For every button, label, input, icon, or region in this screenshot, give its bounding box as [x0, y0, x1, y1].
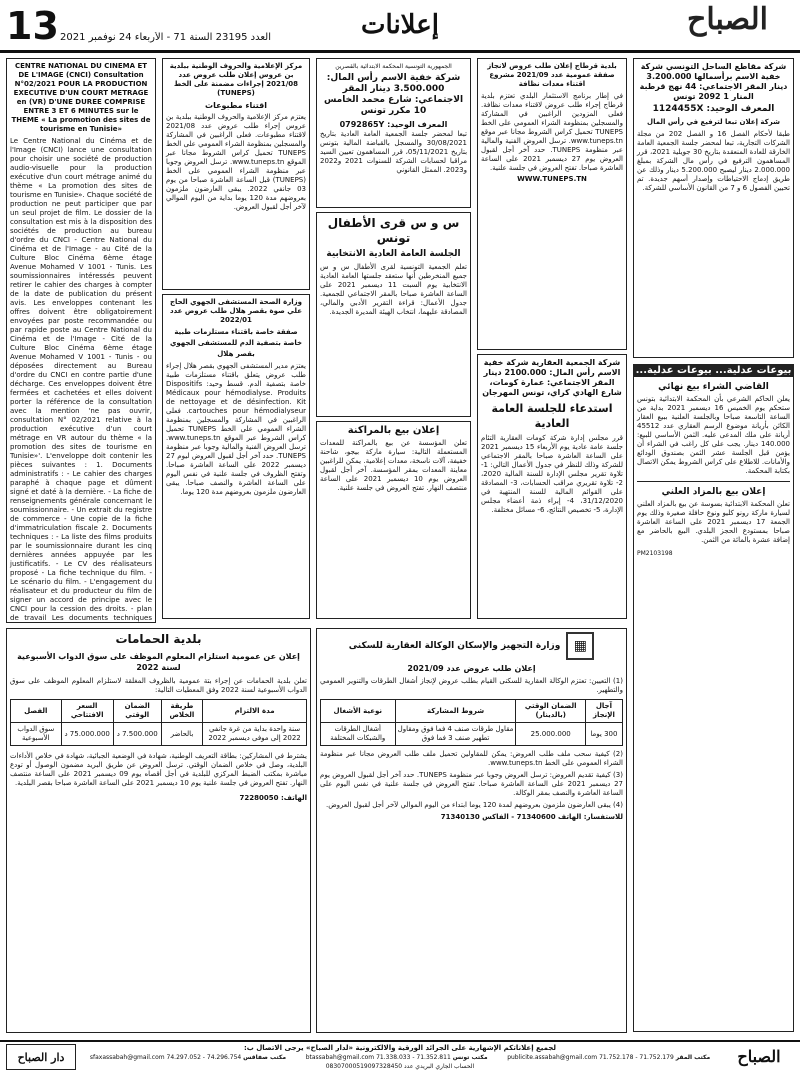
date-line: العدد 23195 السنة 71 - الأربعاء 24 نوفمبر 2021 [60, 32, 271, 43]
company-name: شركة خفية الاسم رأس المال: 3.500.000 دينار المقر الاجتماعي: شارع محمد الخامس 10 مكرر تونس [323, 73, 464, 116]
carthage-body: في إطار برنامج الاستثمار البلدي تعتزم بلدية قرطاج إجراء طلب عروض لاقتناء معدات نظافة. فعلى المزودين الراغبين في المشاركة والمسجلين بمنظومة الشراء العمومي على الخط TUNEPS تحميل كراس الشروط مجانا عبر موقع www.tuneps.tn. ترسل العروض الفنية والمالية عبر منظومة TUNEPS. حدد آخر أجل لقبول العروض يوم 27 ديسمبر 2021 على الساعة العاشرة صباحا. تفتح العروض في جلسة علنية. [481, 92, 623, 172]
agency-section3: (3) كيفية تقديم العروض: ترسل العروض وجوبا عبر منظومة TUNEPS. حدد آخر أجل لقبول العروض يوم 27 ديسمبر 2021 على الساعة العاشرة صباحا. تفتح العروض في جلسة علنية في نفس اليوم على الساعة العاشرة والنصف بمقر الوكالة. [320, 771, 623, 797]
col4 [477, 58, 627, 623]
office-sfax-title: مكتب صفاقس [243, 1054, 287, 1061]
realestate-title: شركة الجمعية العقارية شركة خفية الاسم رأس المال: 2100.000 دينار المقر الاجتماعي: عمارة كومات، شارع الهادي كراي، تونس المهرجان [482, 358, 622, 397]
cell: 25.000.000 [516, 723, 585, 746]
hammamet-subject: إعلان عن عمومية استلزام المعلوم الموظف على سوق الدواب الأسبوعية لسنة 2022 [17, 652, 300, 672]
realestate-subtitle: استدعاء للجلسة العامة العادية [491, 402, 613, 430]
th-guarantee: الضمان الوقتي (بالدينار) [516, 700, 585, 723]
hammamet-intro: تعلن بلدية الحمامات عن إجراء بتة عمومية بالظروف المغلقة لاستلزام المعلوم الموظف على سوق الدواب الأسبوعية لسنة 2022 وفق المعطيات التالية: [10, 677, 307, 694]
th-duration: مدة الالتزام [203, 700, 307, 723]
th-payment: طريقة الخلاص [161, 700, 202, 723]
quarries-subtitle: شركة إعلان تبعا لترفيع في رأس المال [647, 118, 780, 126]
cell: بالحاضر [161, 723, 202, 746]
table-row [321, 723, 623, 746]
hospital-tender [162, 294, 310, 619]
office-tunis-title: مكتب تونس [452, 1054, 488, 1061]
sos-title: س و س قرى الأطفال تونس [327, 216, 460, 245]
col2 [162, 58, 310, 623]
page-number: 13 [6, 4, 59, 48]
footer-notice: لجميع إعلاناتكم الإشهارية على الجرائد الورقية والالكترونية «لدار الصباح» يرجى الاتصال ب: [243, 1044, 557, 1052]
col5 [633, 58, 794, 1033]
cell: سوق الدواب الأسبوعية [11, 723, 62, 746]
agency-notice: إعلان طلب عروض عدد 2021/09 [407, 664, 536, 673]
office-hq-email: publicite.assabah@gmail.com [507, 1054, 598, 1061]
hammamet-conditions: يشترط في المشاركين: بطاقة التعريف الوطنية، شهادة في الوضعية الجبائية، شهادة في خلاص الأداءات البلدية، وصل في خلاص الضمان الوقتي. ترسل العروض عن طريق البريد مضمون الوصول أو تودع مباشرة بمكتب الضبط المركزي للبلدية في أجل أقصاه يوم 09 ديسمبر 2021 على الساعة منتصف النهار. تفتح العروض في جلسة علنية يوم 10 ديسمبر 2021 على الساعة العاشرة صباحا بقصر البلدية. [10, 752, 307, 787]
housing-agency-tender [316, 628, 627, 1033]
ad2-body: يعتزم مدير المستشفى الجهوي بقصر هلال إجراء طلب عروض يتعلق باقتناء مستلزمات طبية خاصة بتصفية الدم. قسط وحيد: Dispositifs Médicaux pour hémodialyse. Produits de nettoyage et de désinfection. Kit cartouches pour hémodialyseur. فعلى الراغبين في المشاركة والمسجلين بمنظومة الشراء العمومي على الخط TUNEPS تحميل كراس الشروط عبر الموقع www.tuneps.tn. ترسل العروض الفنية والمالية وجوبا عبر منظومة TUNEPS. حدد آخر أجل لقبول العروض ليوم 27 ديسمبر 2022 على الساعة العاشرة صباحا. وتفتح الظروف في جلسة علنية في نفس اليوم على الساعة العاشرة والنصف صباحا. يبقى العارضون ملزمون بعروضهم مدة 120 يوما. [166, 362, 307, 496]
realestate-meeting [477, 354, 627, 619]
auction-title: إعلان بيع بالمراكنة [347, 425, 440, 436]
quarries-notice [633, 58, 794, 358]
sale2-title: إعلان بيع بالمزاد العلني [661, 487, 766, 497]
agency-header [320, 632, 623, 660]
informatics-center-tender [162, 58, 310, 290]
sos-subtitle: الجلسة العامة العادية الانتخابية [326, 249, 461, 259]
agency-section2: (2) كيفية سحب ملف طلب العروض: يمكن للمقاولين تحميل ملف طلب العروض مجانا عبر منظومة الشراء العمومي على الخط www.tuneps.tn. [320, 750, 623, 767]
th-works: نوعية الأشغال [321, 700, 396, 723]
hammamet-phone: الهاتف: 72280050 [239, 794, 307, 802]
sos-villages-notice [316, 212, 471, 417]
newspaper-logo: الصباح [686, 2, 769, 37]
tuneps-site: WWW.TUNEPS.TN [517, 175, 587, 183]
judicial-sales-banner: بيوعات عدلية... بيوعات عدلية... [633, 364, 794, 377]
cell: أشغال الطرقات والشبكات المختلفة [321, 723, 396, 746]
sale-divider [637, 481, 790, 482]
footer-offices [80, 1054, 720, 1061]
hammamet-title: بلدية الحمامات [115, 632, 202, 646]
sale-body: يعلن الحاكم الشرعي بأن المحكمة الابتدائية بتونس ستحكم يوم الخميس 16 ديسمبر 2021 بداية من الساعة التاسعة صباحا وبالجلسة العلنية ببيع العقار الكائن بأريانة موضوع الرسم العقاري عدد 45512 أريانة على ملك المدعى عليه. الثمن الأساسي للبيع: 140.000 دينار. يجب على كل راغب في الشراء أن يؤمن قبل الجلسة عشر الثمن بصندوق الودائع والأمانات. للاطلاع على كراس الشروط يمكن الاتصال بكتابة المحكمة. [637, 395, 790, 475]
hammamet-table [10, 699, 307, 746]
quarries-id: المعرف الوحيد: 1124455X [652, 104, 775, 114]
office-hq [507, 1054, 710, 1061]
company-id: المعرف الوحيد: 0792865Y [339, 120, 448, 129]
ad1-subject: اقتناء مطبوعات [205, 101, 267, 110]
footer-id: PM2103198 [637, 550, 673, 557]
th-item: الفصل [11, 700, 62, 723]
header-divider [0, 50, 800, 53]
carthage-tender [477, 58, 627, 350]
realestate-body: قرر مجلس إدارة شركة كومات العقارية التئام جلسة عامة عادية يوم الأربعاء 15 ديسمبر 2021 على الساعة العاشرة صباحا بالمقر الاجتماعي للشركة وذلك للنظر في جدول الأعمال التالي: 1- تلاوة تقرير مجلس الإدارة للسنة المالية 2020، 2- تلاوة تقريري مراقب الحسابات، 3- المصادقة على القوائم المالية للسنة المنتهية في 31/12/2020، 4- إبراء ذمة أعضاء مجلس الإدارة، 5- تخصيص النتائج، 6- مسائل مختلفة. [481, 434, 624, 514]
cell: 7.500.000 د [113, 723, 161, 746]
agency-logo-icon: ▦ [566, 632, 594, 660]
auction-notice [316, 421, 471, 619]
office-sfax [90, 1054, 286, 1061]
sale2-body: تعلن المحكمة الابتدائية بسوسة عن بيع بالمزاد العلني لسيارة ماركة رونو كليو ونوع حافلة صغيرة وذلك يوم الجمعة 17 ديسمبر 2021 على الساعة العاشرة صباحا بمستودع الحجز البلدي. البيع بالحاضر مع إضافة عشرة بالمائة من الثمن. [637, 500, 791, 544]
agency-ministry: وزارة التجهيز والإسكان الوكالة العقارية للسكنى [348, 640, 561, 651]
footer-logo-right: الصباح [737, 1047, 781, 1066]
ad1-title: مركز الإعلامية والحروف الوطنية ببلدية بن عروس إعلان طلب عروض عدد 2021/08 إجراءات مضمنة على الخط (TUNEPS) [169, 62, 303, 97]
agency-contact: للاستفسار: الهاتف 71340600 - الفاكس 71340130 [440, 813, 623, 821]
table-row [11, 723, 307, 746]
office-tunis-email: btassabah@gmail.com [305, 1054, 375, 1061]
carthage-title: بلدية قرطاج إعلان طلب عروض لانجاز صفقة عمومية عدد 2021/09 مشروع اقتناء معدات نظافة [487, 62, 617, 88]
cell: سنة واحدة بداية من غرة جانفي 2022 إلى موفى ديسمبر 2022 [203, 723, 307, 746]
office-tunis-phone: 71.352.811 - 71.338.033 [376, 1054, 451, 1061]
footer-account: الحساب الجاري البريدي عدد 08307000519097328450 [325, 1063, 475, 1070]
cell: 300 يوما [585, 723, 622, 746]
col3 [316, 58, 471, 623]
quarries-title: شركة مقاطع الساحل التونسي شركة خفية الاسم برأسمالها 3.200.000 دينار المقر الاجتماعي: 44 نهج قرطبة المنار 1 2092 تونس [639, 62, 788, 101]
cell: 75.000.000 د [61, 723, 113, 746]
th-guarantee: الضمان الوقتي [113, 700, 161, 723]
th-deadline: آجال الإنجاز [585, 700, 622, 723]
office-sfax-phone: 74.296.754 - 74.297.052 [166, 1054, 242, 1061]
ad2-subject: صفقة خاصة باقتناء مستلزمات طبية خاصة بتصفية الدم للمستشفى الجهوي بقصر هلال [169, 328, 303, 358]
footer [0, 1040, 800, 1070]
cell: مقاول طرقات صنف 4 فما فوق ومقاول تطهير صنف 3 فما فوق [395, 723, 516, 746]
court-title: الجمهورية التونسية المحكمة الابتدائية بالقصرين [335, 63, 452, 70]
quarries-body: طبقا لأحكام الفصل 16 و الفصل 202 من مجلة الشركات التجارية، تبعا لمحضر جلسة الجمعية العامة الخارقة للعادة المنعقدة بتاريخ 30 جويلية 2021، قرر المساهمون الترفيع في رأس مال الشركة بمبلغ 2.000.000 دينار ليصبح 5.200.000 دينار وذلك عن طريق إدماج الاحتياطات وإصدار أسهم جديدة. تم تحيين الفصول 6 و 7 من القانون الأساسي للشركة. [637, 130, 791, 192]
ad1-body: يعتزم مركز الإعلامية والحروف الوطنية ببلدية بن عروس إجراء طلب عروض عدد 2021/08 لاقتناء مطبوعات. فعلى الراغبين في المشاركة والمسجلين بمنظومة الشراء العمومي على الخط TUNEPS تحميل كراس الشروط مجانا عبر الموقع www.tuneps.tn. ترسل العروض وجوبا عبر منظومة الشراء العمومي على الخط (TUNEPS) قبل الساعة العاشرة صباحا من يوم 03 جانفي 2022. يبقى العارضون ملزمون بعروضهم مدة 120 يوما بداية من اليوم الموالي لآخر أجل لقبول العروض. [166, 113, 306, 211]
cnci-title: CENTRE NATIONAL DU CINEMA ET DE L'IMAGE (CNCI) Consultation N°02/2021 POUR LA PRODUCTION EXECUTIVE D'UN COURT METRAGE en (VR) D'UNE DUREE COMPRISE ENTRE 3 ET 6 MINUTES sur le THEME « La promotion des sites de tourisme en Tunisie» [11, 62, 151, 133]
cnci-consultation-notice [6, 58, 156, 623]
office-hq-phone: 71.752.179 - 71.752.178 [599, 1054, 674, 1061]
hammamet-notice [6, 628, 311, 1033]
footer-logo-left: دار الصباح [6, 1044, 76, 1070]
sos-body: تعلم الجمعية التونسية لقرى الأطفال س و س جميع المنخرطين أنها ستعقد جلستها العامة العادية الانتخابية يوم السبت 11 ديسمبر 2021 على الساعة العاشرة صباحا بالمقر الاجتماعي للجمعية. جدول الأعمال: قراءة التقرير الأدبي والمالي، المصادقة عليهما، انتخاب الهيئة المديرة الجديدة. [320, 263, 467, 316]
auction-body: تعلن المؤسسة عن بيع بالمراكنة للمعدات المستعملة التالية: سيارة ماركة بيجو، شاحنة خفيفة، آلات ناسخة، معدات إعلامية. يمكن للراغبين معاينة المعدات بمقر المؤسسة. آخر أجل لقبول العروض يوم 10 ديسمبر 2021 على الساعة منتصف النهار. تفتح العروض في جلسة علنية. [320, 439, 467, 492]
company-body: تبعا لمحضر جلسة الجمعية العامة العادية بتاريخ 30/08/2021 والمسجل بالقباضة المالية بتونس بتاريخ 05/11/2021، قرر المساهمون تعيين السيد مراقبا لحسابات الشركة للسنوات 2021 و2022 و2023. الممثل القانوني [320, 130, 468, 174]
judicial-sales [633, 377, 794, 1032]
th-conditions: شروط المشاركة [395, 700, 516, 723]
section-title: إعلانات [361, 10, 439, 40]
sale-title: القاضي الشراء بيع نهائي [658, 382, 769, 392]
agency-section4: (4) يبقى العارضون ملزمون بعروضهم لمدة 120 يوما ابتداء من اليوم الموالي لآخر أجل لقبول العروض. [325, 801, 623, 809]
cnci-body: Le Centre National du Cinéma et de l'Image (CNCI) lance une consultation pour choisir une société de production audio-visuelle pour la production exécutive d'un court métrage animé du thème « La promotion des sites de tourisme en Tunisie». Chaque société de production ne peut participer que par un seul projet de film. Le dossier de la consultation est mis à la disposition des sociétés de production au bureau d'ordre du CNCI - Centre National du Cinéma et de l'Image - au Cité de la Culture Bloc Cinéma 6ème étage Avenue Mohamed V 1001 - Tunis. Les soumissionnaires intéressés peuvent retirer le cahier des charges à compter de la date de publication du présent avis. Les enveloppes contenant les offres doivent être obligatoirement envoyées par poste recommandée ou par rapide poste au Centre National du Cinéma et de l'Image - Cité de la Culture Bloc Cinéma 6ème étage Avenue Mohamed V 1001 - Tunis - ou déposées directement au Bureau d'ordre du CNCI en contre partie d'une décharge. Ces enveloppes doivent être fermées et cachetées et elles doivent porter la référence de la consultation avec la mention 'ne pas ouvrir, consultation N° 02/2021 relative à la production exécutive d'un court métrage en VR autour du thème « la promotion des sites de tourisme en Tunisie»'. L'enveloppe doit contenir les pièces suivantes : 1. Documents administratifs : - Le cahier des charges paraphé à chaque page et dûment signé et daté à la dernière. - La fiche de renseignements générale concernant le soumissionnaire. - Un extrait du registre de commerce - Une copie de la fiche d'immatriculation fiscale 2. Documents techniques : - La liste des films produits par le soumissionnaire durant les cinq dernières années appuyée par les justificatifs. - Le CV des réalisateurs proposé - La fiche technique du film. - Le scénario du film. - L'engagement du réalisateur et du producteur du film de signer un accord de principe avec le CNCI pour la cession des droits. - plan de travail Les documents techniques [10, 137, 152, 622]
office-tunis [306, 1054, 488, 1061]
agency-table [320, 699, 623, 746]
office-sfax-email: sfaxassabah@gmail.com [89, 1054, 165, 1061]
th-price: السعر الافتتاحي [61, 700, 113, 723]
ad2-title: وزارة الصحة المستشفى الجهوي الحاج علي صوة بقصر هلال طلب عروض عدد 2022/01 [169, 298, 303, 324]
agency-section1: (1) التعيين: تعتزم الوكالة العقارية للسكنى القيام بطلب عروض لإنجاز أشغال الطرقات والتنوير العمومي والتطهير. [320, 677, 623, 694]
company-notice [316, 58, 471, 208]
office-hq-title: مكتب المقر [675, 1054, 711, 1061]
